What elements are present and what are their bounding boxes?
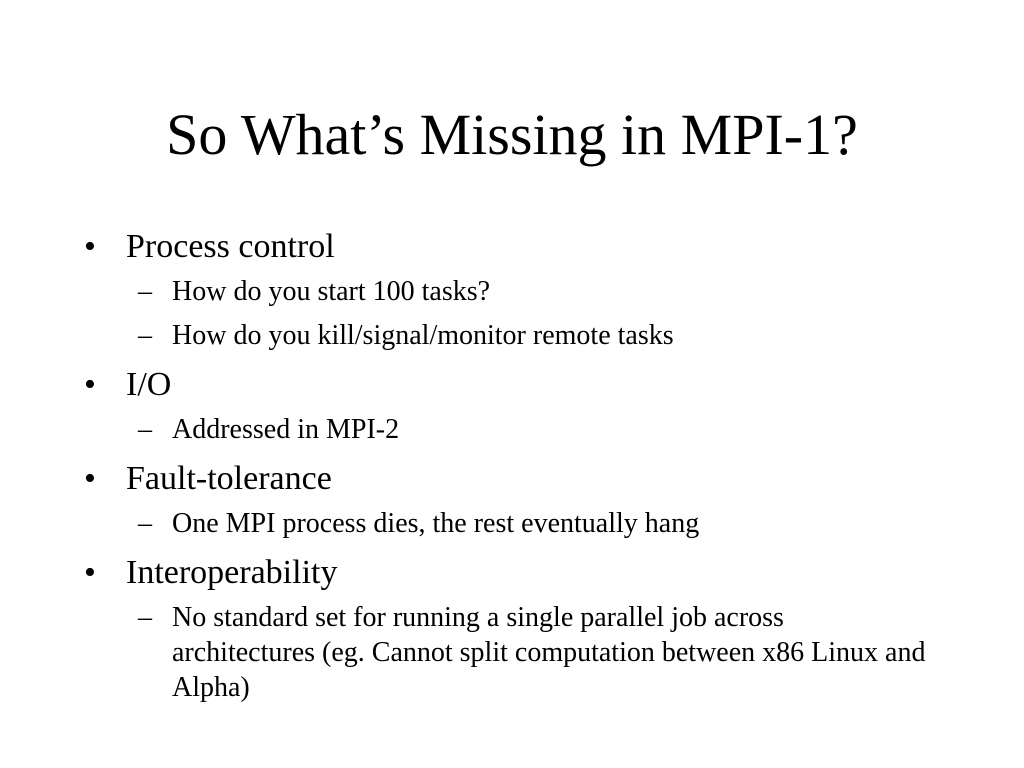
sub-item [126,318,932,353]
slide-title: So What’s Missing in MPI-1? [166,102,858,167]
sub-list [126,274,964,353]
bullet-icon: • [84,366,96,403]
list-item-fault-tolerance [84,456,964,541]
sub-item [126,600,932,705]
dash-icon: – [138,276,152,307]
sub-list [126,412,964,447]
sub-item-text: How do you start 100 tasks? [172,276,491,307]
sub-item-text: Addressed in MPI-2 [172,414,400,445]
bullet-text: I/O [126,366,172,403]
sub-item [126,412,932,447]
sub-item [126,274,932,309]
list-item-interoperability [84,550,964,705]
dash-icon: – [138,320,152,351]
bullet-list [84,224,964,714]
sub-list [126,506,964,541]
bullet-icon: • [84,554,96,591]
dash-icon: – [138,508,152,539]
sub-item-text: One MPI process dies, the rest eventually hang [172,508,700,539]
list-item-process-control [84,224,964,353]
dash-icon: – [138,602,152,633]
sub-item-text: How do you kill/signal/monitor remote tasks [172,320,674,351]
sub-item [126,506,932,541]
sub-item-text: No standard set for running a single parallel job across architectures (eg. Cannot split computation between x86 Linux and Alpha) [172,602,926,703]
bullet-icon: • [84,460,96,497]
sub-list [126,600,964,705]
dash-icon: – [138,414,152,445]
bullet-text: Interoperability [126,554,338,591]
bullet-icon: • [84,228,96,265]
bullet-text: Process control [126,228,335,265]
list-item-io [84,362,964,447]
bullet-text: Fault-tolerance [126,460,332,497]
